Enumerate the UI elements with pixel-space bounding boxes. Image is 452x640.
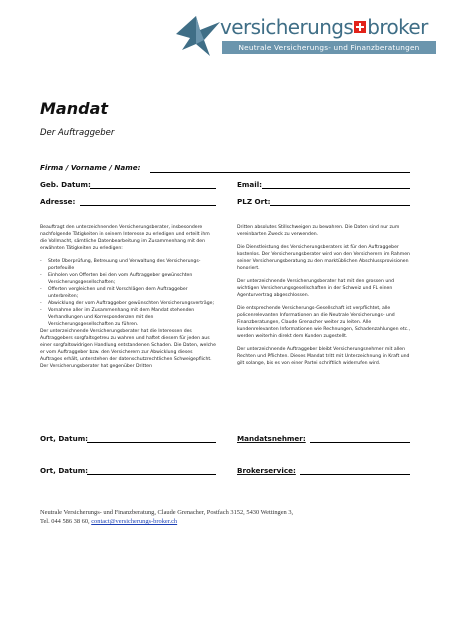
place-date-label-2: Ort, Datum:	[40, 466, 89, 475]
list-item: - Stete Überprüfung, Betreuung und Verwaltung des Versicherungs-portefeuille	[40, 258, 216, 272]
brand-name-left: versicherungs	[220, 15, 354, 39]
broker-signature-field[interactable]	[300, 474, 410, 475]
fees-paragraph: Die Dienstleistung des Versicherungsberaters ist für den Auftraggeber kostenlos. Der Versicherungsberater wird von den Versicherern im Rahmen seiner Versicherungsberatung zu den marktüblichen Abschlussprovisionen honoriert.	[237, 245, 410, 271]
brand-tagline: Neutrale Versicherungs- und Finanzberatungen	[222, 41, 436, 54]
mandate-holder-label: Mandatsnehmer:	[237, 434, 306, 443]
zip-city-field[interactable]	[270, 205, 410, 206]
email-label: Email:	[237, 180, 263, 189]
footer-email-link[interactable]: contact@versicherungs-broker.ch	[91, 518, 178, 525]
address-label: Adresse:	[40, 197, 76, 206]
confidentiality-paragraph: Dritten absolutes Stillschweigen zu bewahren. Die Daten sind nur zum vereinbarten Zweck zu verwenden.	[237, 225, 400, 237]
footer-contact-line	[40, 517, 420, 526]
broker-label: Brokerservice:	[237, 466, 296, 475]
liability-paragraph: Der unterzeichnende Versicherungsberater hat die Interessen des Auftraggebers sorgfaltsgetreu zu wahren und haftet diesem für jeden aus einer sorgfaltswidrigen Handlung entstandenen Schaden. Die Daten, welche er vom Auftraggeber bzw. den Versicherern zur Abwicklung dieses Auftrages erhält, unterstehen der datenschutzrechtlichen Schweigepflicht. Der Versicherungsberater hat gegenüber Dritten	[40, 329, 216, 369]
footer-phone: Tel. 044 586 38 60,	[40, 518, 90, 525]
intro-paragraph: Beauftragt den unterzeichnenden Versicherungsberater, insbesondere nachfolgende Tätigkeiten in seinem Interesse zu erledigen und erteilt ihm die Vollmacht, sämtliche Datenbearbeitung im Zusammenhang mit den erwähnten Tätigkeiten zu erledigen:	[40, 225, 210, 251]
document-subtitle: Der Auftraggeber	[40, 128, 115, 138]
document-title: Mandat	[40, 99, 109, 118]
mandate-text-left	[40, 224, 216, 376]
name-field[interactable]	[150, 172, 410, 173]
list-item: - Einholen von Offerten bei den vom Auftraggeber gewünschten Versicherungsgesellschaften;	[40, 272, 216, 286]
footer-company-line: Neutrale Versicherungs- und Finanzberatung, Claude Grenacher, Postfach 3152, 5430 Wettingen 3,	[40, 509, 294, 516]
list-item: - Offerten vergleichen und mit Vorschlägen dem Auftraggeber unterbreiten;	[40, 286, 216, 300]
mandate-text-right	[237, 224, 413, 373]
birthdate-label: Geb. Datum:	[40, 180, 91, 189]
place-date-field-2[interactable]	[87, 474, 216, 475]
name-label: Firma / Vorname / Name:	[40, 163, 141, 172]
place-date-field-1[interactable]	[87, 442, 216, 443]
company-logo	[174, 14, 442, 66]
address-field[interactable]	[80, 205, 216, 206]
validity-paragraph: Der unterzeichnende Auftraggeber bleibt Versicherungsnehmer mit allen Rechten und Pflichten. Dieses Mandat tritt mit Unterzeichnung in Kraft und gilt solange, bis es von einer Partei schriftlich widerrufen wird.	[237, 347, 410, 366]
list-item: - Vornahme aller im Zusammenhang mit dem Mandat stehenden Verhandlungen und Korrespondenzen mit den Versicherungsgesellschaften zu führen.	[40, 307, 216, 328]
brand-name-right: broker	[367, 15, 428, 39]
email-field[interactable]	[262, 188, 410, 189]
swiss-cross-icon	[354, 21, 366, 33]
brand-wordmark	[220, 16, 428, 38]
agency-paragraph: Der unterzeichnende Versicherungsberater hat mit den grossen und wichtigen Versicherungsgesellschaften in der Schweiz und FL einen Agenturvertrag abgeschlossen.	[237, 279, 395, 298]
place-date-label-1: Ort, Datum:	[40, 434, 89, 443]
information-paragraph: Die entsprechende Versicherungs-Gesellschaft ist verpflichtet, alle policenrelevanten Informationen an die Neutrale Versicherungs- und Finanzberatungen, Claude Grenacher weiter zu leiten. Alle kundenrelevanten Informationen wie Rechnungen, Schadenzahlungen etc., werden weiterhin direkt dem Kunden zugestellt.	[237, 306, 411, 339]
mandate-holder-signature-field[interactable]	[310, 442, 410, 443]
footer-address	[40, 508, 420, 526]
list-item: - Abwicklung der vom Auftraggeber gewünschten Versicherungsverträge;	[40, 300, 216, 307]
birthdate-field[interactable]	[90, 188, 216, 189]
task-list	[40, 258, 216, 328]
zip-city-label: PLZ Ort:	[237, 197, 271, 206]
